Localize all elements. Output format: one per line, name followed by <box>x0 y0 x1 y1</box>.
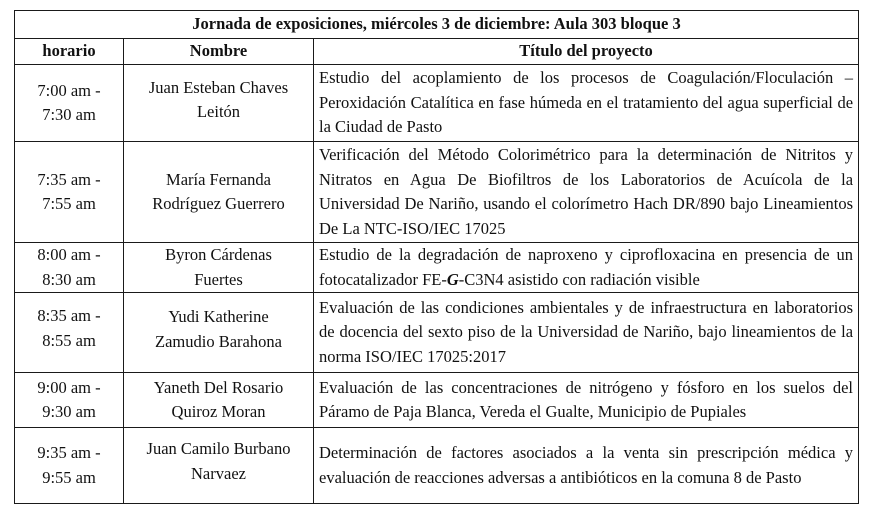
project-title-part: Estudio de la degradación de naproxeno y ciprofloxacina en presencia de un fotocatalizador FE- <box>319 245 854 289</box>
presenter-name-line1: Byron Cárdenas <box>165 245 272 264</box>
presenter-name-cell <box>124 243 314 293</box>
presenter-name-line2: Zamudio Barahona <box>155 331 282 351</box>
table-header-row <box>15 39 859 65</box>
presenter-name-line1: Juan Camilo Burbano <box>146 439 291 458</box>
presenter-name-line1: Yudi Katherine <box>168 307 269 326</box>
table-title-row <box>15 11 859 39</box>
time-end: 7:55 am <box>42 194 96 213</box>
table-row <box>15 293 859 373</box>
project-title-cell: Evaluación de las concentraciones de nitrógeno y fósforo en los suelos del Páramo de Paja Blanca, Vereda el Gualte, Municipio de Pupiales <box>314 373 859 428</box>
presenter-name-line2: Leitón <box>196 102 241 121</box>
project-title-italic-g: G <box>446 269 459 289</box>
presenter-name-line2: Quiroz Moran <box>171 402 266 421</box>
time-start: 8:35 am - <box>37 306 101 325</box>
time-end: 9:55 am <box>42 467 96 487</box>
time-start: 9:35 am - <box>37 443 101 462</box>
table-title: Jornada de exposiciones, miércoles 3 de diciembre: Aula 303 bloque 3 <box>15 11 859 39</box>
column-header-time: horario <box>15 39 124 65</box>
time-end: 9:30 am <box>42 402 96 421</box>
time-end: 7:30 am <box>42 105 96 124</box>
column-header-name: Nombre <box>124 39 314 65</box>
time-start: 8:00 am - <box>37 245 101 264</box>
time-end: 8:30 am <box>42 269 96 289</box>
presenter-name-line2: Fuertes <box>194 269 243 289</box>
presenter-name-line1: Juan Esteban Chaves <box>148 77 289 97</box>
project-title-cell <box>314 243 859 293</box>
project-title-cell: Verificación del Método Colorimétrico para la determinación de Nitritos y Nitratos en Agua De Biofiltros de los Laboratorios de Acuícola de la Universidad De Nariño, usando el colorímetro Hach DR/890 bajo Lineamientos De La NTC-ISO/IEC 17025 <box>314 142 859 243</box>
time-cell <box>15 243 124 293</box>
column-header-project: Título del proyecto <box>314 39 859 65</box>
time-start: 7:35 am - <box>37 169 101 189</box>
time-cell <box>15 65 124 142</box>
project-title-cell: Estudio del acoplamiento de los procesos de Coagulación/Floculación – Peroxidación Catalítica en fase húmeda en el tratamiento del agua superficial de la Ciudad de Pasto <box>314 65 859 142</box>
time-cell <box>15 293 124 373</box>
presenter-name-cell <box>124 293 314 373</box>
table-row <box>15 65 859 142</box>
presenter-name-cell <box>124 373 314 428</box>
time-start: 9:00 am - <box>37 377 101 397</box>
presenter-name-line1: Yaneth Del Rosario <box>153 377 284 397</box>
presenter-name-cell <box>124 142 314 243</box>
presenter-name-line1: María Fernanda <box>166 169 271 189</box>
presenter-name-line2: Narvaez <box>191 463 246 483</box>
presenter-name-cell <box>124 428 314 504</box>
time-start: 7:00 am - <box>37 80 101 100</box>
presenter-name-line2: Rodríguez Guerrero <box>152 194 285 213</box>
presentation-schedule-table <box>14 10 859 504</box>
presenter-name-cell <box>124 65 314 142</box>
project-title-cell: Evaluación de las condiciones ambientales y de infraestructura en laboratorios de docencia del sexto piso de la Universidad de Nariño, bajo lineamientos de la norma ISO/IEC 17025:2017 <box>314 293 859 373</box>
table-row <box>15 243 859 293</box>
project-title-part: -C3N4 asistido con radiación visible <box>458 269 700 289</box>
time-cell <box>15 142 124 243</box>
table-row <box>15 373 859 428</box>
time-cell <box>15 373 124 428</box>
project-title-cell: Determinación de factores asociados a la venta sin prescripción médica y evaluación de reacciones adversas a antibióticos en la comuna 8 de Pasto <box>314 428 859 504</box>
table-row <box>15 428 859 504</box>
time-end: 8:55 am <box>42 330 96 350</box>
time-cell <box>15 428 124 504</box>
table-row <box>15 142 859 243</box>
